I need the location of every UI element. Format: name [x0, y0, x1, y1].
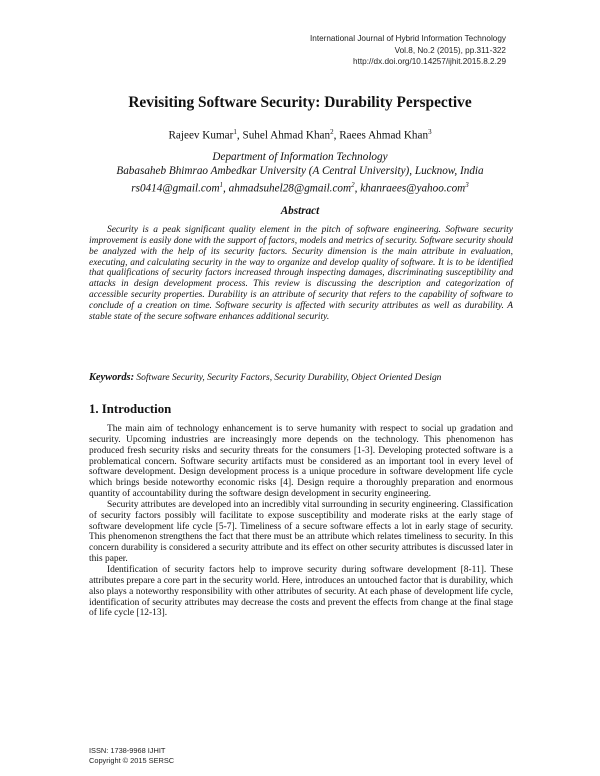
paper-title: Revisiting Software Security: Durability Perspective [128, 94, 472, 111]
abstract-heading: Abstract [280, 205, 320, 217]
keywords [89, 372, 513, 384]
author-email[interactable]: khanraees@yahoo.com [360, 183, 466, 196]
author-name: Rajeev Kumar [168, 129, 234, 142]
author-mark: 3 [428, 128, 432, 136]
email-list: rs0414@gmail.com$^1$, ahmadsuhel28@gmail.com$^2$, khanraees@yahoo.com$^3$ [131, 181, 469, 196]
paragraph: The main aim of technology enhancement is to serve humanity with respect to social up gradation and security. Upcoming industries are increasingly more depends on the technology. This phenomenon has produced fresh security risks and security threats for the consumers [1-3]. Developing protected software is a problematical concern. Software security artifacts must be considered as an important tool in every level of software development. Design development process is a unique procedure in software development life cycle which brings beside noteworthy economic risks [4]. Design require a thoroughly preparation and enormous quantity of accountability during the software design development in security engineering. [89, 424, 513, 500]
abstract-text: Security is a peak significant quality element in the pitch of software engineering. Software security improvement is easily done with the support of factors, models and metrics of security. Software security should be analyzed with the help of its security factors. Security dimension is the main attribute in evaluation, executing, and calculating security in the way to organize and develop quality of software. It is to be identified that qualifications of security factors increased through inspecting damages, discriminating susceptibility and attacks in design development process. This review is discussing the description and categorization of accessible security properties. Durability is an attribute of security that refers to the capability of software to conclude of a creation on time. Software security is affected with security attributes as well as durability. A stable state of the secure software enhances additional security. [89, 225, 513, 322]
author-name: Raees Ahmad Khan [339, 129, 429, 142]
paragraph: Identification of security factors help to improve security during software development [8-11]. These attributes prepare a core part in the security world. Here, introduces an untouched factor that is durability, which also plays a noteworthy responsibility with other attributes of security. At each phase of development life cycle, identification of security attributes may decrease the costs and prevent the effects from change at the final stage of life cycle [12-13]. [89, 564, 513, 619]
affiliation-block [0, 150, 600, 196]
email-mark: 1 [219, 181, 224, 190]
email-mark: 2 [351, 181, 355, 190]
journal-doi-link[interactable]: http://dx.doi.org/10.14257/ijhit.2015.8.2.29 [353, 57, 506, 67]
section-heading: 1. Introduction [89, 402, 172, 416]
page-footer [89, 746, 174, 766]
section-body [89, 424, 513, 619]
keywords-text: Software Security, Security Factors, Security Durability, Object Oriented Design [136, 373, 442, 383]
keywords-label: Keywords: [89, 372, 135, 383]
author-email[interactable]: rs0414@gmail.com [131, 183, 220, 196]
author-email[interactable]: ahmadsuhel28@gmail.com [228, 183, 352, 196]
journal-volume: Vol.8, No.2 (2015), pp.311-322 [394, 45, 506, 55]
author-list: Rajeev Kumar$^1$, Suhel Ahmad Khan$^2$, Raees Ahmad Khan$^3$ [168, 128, 432, 142]
issn: ISSN: 1738-9968 IJHIT [89, 746, 166, 755]
university: Babasaheb Bhimrao Ambedkar University (A Central University), Lucknow, India [116, 165, 484, 178]
journal-header [226, 33, 506, 68]
paragraph: Security attributes are developed into an incredibly vital surrounding in security engineering. Classification of security factors possibly will facilitate to expose susceptibility and moderate risks at the early stage of software development life cycle [5-7]. Timeliness of a secure software effects a lot in early stage of security. This phenomenon strengthens the fact that there must be an attribute which relates timeliness to security. In this concern durability is considered a security attribute and its effect on other security attributes is discussed later in this paper. [89, 499, 513, 565]
department: Department of Information Technology [212, 151, 388, 163]
author-name: Suhel Ahmad Khan [242, 129, 331, 142]
author-mark: 1 [233, 128, 237, 136]
author-mark: 2 [330, 128, 334, 136]
copyright: Copyright © 2015 SERSC [89, 756, 175, 765]
email-mark: 3 [465, 181, 469, 190]
journal-name: International Journal of Hybrid Information Technology [309, 34, 506, 43]
